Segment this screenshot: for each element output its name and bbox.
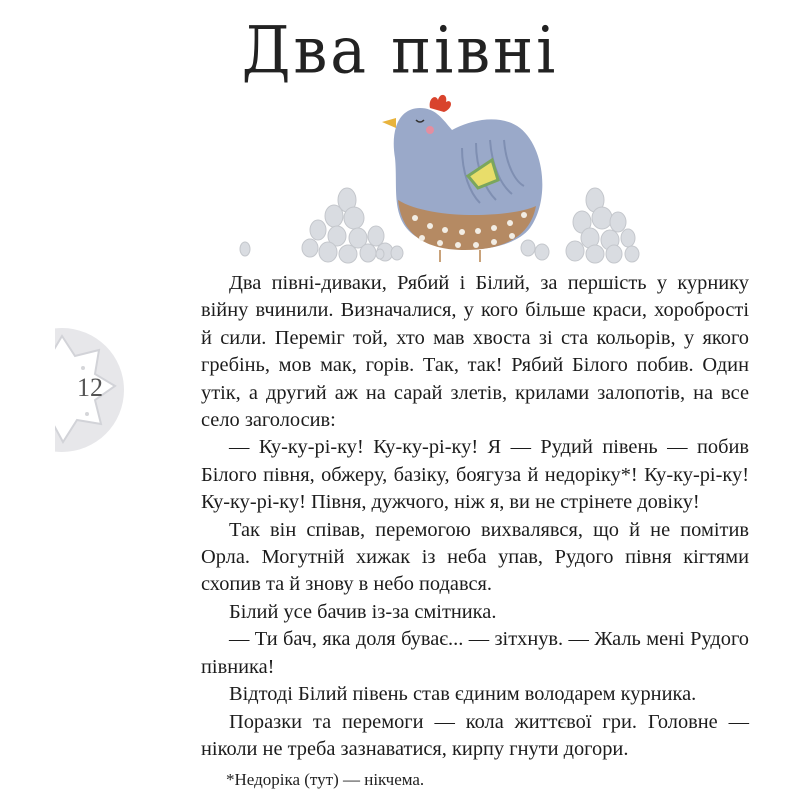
hen bbox=[382, 95, 542, 262]
paragraph: — Ку-ку-рі-ку! Ку-ку-рі-ку! Я — Рудий півень — побив Білого півня, обжеру, базіку, боягуза й недоріку*! Ку-ку-рі-ку! Ку-ку-рі-ку! Півня, дужчого, ніж я, ви не стрінете довіку! bbox=[201, 436, 749, 514]
page-number-badge bbox=[55, 328, 125, 453]
paragraph: Білий усе бачив із-за смітника. bbox=[229, 600, 497, 623]
egg-pile-left bbox=[240, 188, 403, 263]
hen-illustration bbox=[230, 88, 650, 268]
paragraph: Так він співав, перемогою вихвалявся, що й не помітив Орла. Могутній хижак із неба упав, Рудого півня кігтями схопив та й знову в небо подався. bbox=[201, 518, 749, 596]
footnote: *Недоріка (тут) — нікчема. bbox=[226, 770, 425, 789]
page-title: Два півні bbox=[241, 13, 559, 89]
paragraph: Два півні-диваки, Рябий і Білий, за першість у курнику війну вчинили. Визначалися, у кого більше краси, хоробрості й сили. Переміг той, хто мав хвоста зі ста кольорів, у якого гребінь, мов мак, горів. Так, так! Рябий Білого побив. Один утік, а другий аж на сарай злетів, крилами залопотів, на все село заголосив: bbox=[201, 272, 749, 432]
page-number: 12 bbox=[77, 373, 103, 402]
paragraph: — Ти бач, яка доля буває... — зітхнув. — Жаль мені Рудого півника! bbox=[201, 628, 749, 678]
story-text bbox=[201, 270, 749, 763]
paragraph: Відтоді Білий півень став єдиним володарем курника. bbox=[229, 683, 697, 706]
paragraph: Поразки та перемоги — кола життєвої гри. Головне — ніколи не треба зазнаватися, кирпу гнути догори. bbox=[201, 710, 749, 760]
